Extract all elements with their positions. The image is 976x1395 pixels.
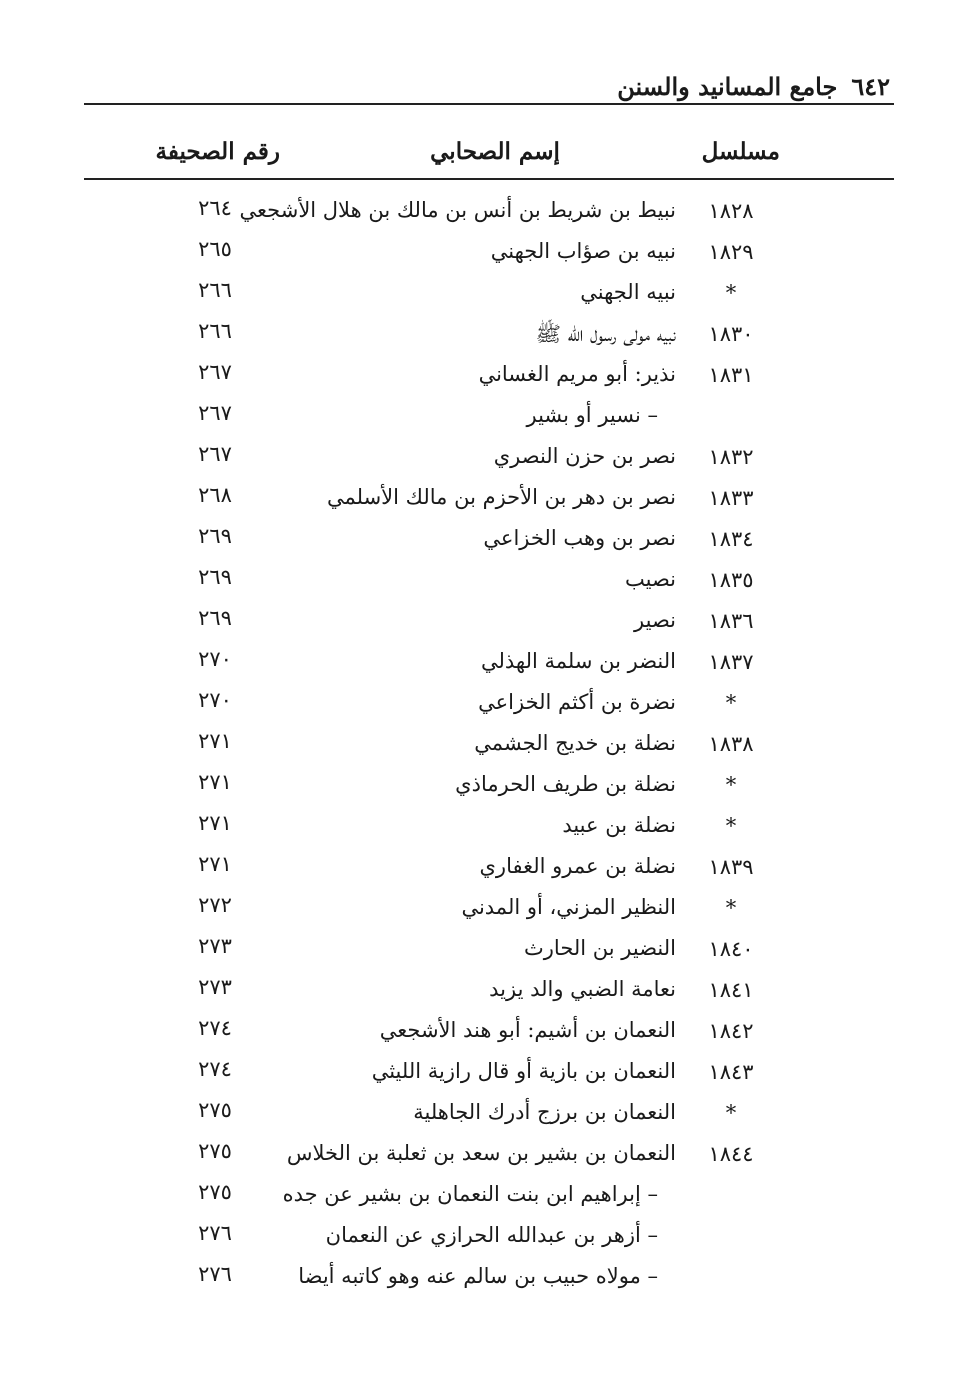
table-row [0,644,976,685]
page-ref: ٢٦٨ [198,483,232,507]
table-row [0,234,976,275]
page-ref: ٢٦٥ [198,237,232,261]
serial-cell: * [725,1101,737,1125]
companion-name: نصر بن دهر بن الأحزم بن مالك الأسلمي [326,485,676,509]
table-row [0,275,976,316]
table-row [0,931,976,972]
serial-cell: ١٨٤٢ [708,1019,754,1043]
companion-name: النعمان بن بازية أو قال رازية الليثي [371,1059,676,1083]
page-ref: ٢٧١ [198,729,232,753]
companion-name: نضلة بن طريف الحرماذي [455,772,676,796]
page-ref: ٢٧٦ [198,1221,232,1245]
page-ref: ٢٧١ [198,811,232,835]
serial-cell: * [725,896,737,920]
page-ref: ٢٦٧ [198,442,232,466]
serial-cell: ١٨٣٨ [708,732,754,756]
page-ref: ٢٧٣ [198,975,232,999]
serial-cell: ١٨٣٢ [708,445,754,469]
serial-cell: ١٨٣٦ [708,609,754,633]
table-row [0,890,976,931]
table-row [0,316,976,357]
companion-name: نبيه الجهني [580,280,676,304]
page-ref: ٢٧٤ [198,1016,232,1040]
header-rule [84,103,894,105]
companion-name: نصيب [624,567,676,591]
serial-cell: ١٨٢٨ [708,199,754,223]
companion-name: النضير بن الحارث [524,936,676,960]
serial-cell: ١٨٣٥ [708,568,754,592]
page-ref: ٢٧٦ [198,1262,232,1286]
companion-name: نصر بن حزن النصري [493,444,676,468]
table-row [0,808,976,849]
companion-name: نضلة بن عمرو الغفاري [479,854,676,878]
serial-cell: ١٨٢٩ [708,240,754,264]
serial-cell: * [725,281,737,305]
table-row [0,480,976,521]
serial-cell: ١٨٤١ [708,978,754,1002]
serial-cell: ١٨٣٠ [708,322,754,346]
companion-name: نبيط بن شريط بن أنس بن مالك بن هلال الأشجعي [239,198,676,222]
page-ref: ٢٦٩ [198,606,232,630]
serial-cell: ١٨٤٣ [708,1060,754,1084]
table-row [0,1054,976,1095]
table-row [0,685,976,726]
companion-name: نضلة بن خديج الجشمي [474,731,676,755]
page-ref: ٢٦٧ [198,401,232,425]
column-header-rule [84,178,894,180]
table-row [0,726,976,767]
companion-name: – نسير أو بشير [526,403,658,427]
serial-cell: ١٨٣٤ [708,527,754,551]
companion-name: النعمان بن برزج أدرك الجاهلية [413,1100,676,1124]
companion-name: النضر بن سلمة الهذلي [480,649,676,673]
serial-cell: ١٨٤٠ [708,937,754,961]
companion-name: نبيه بن صؤاب الجهني [490,239,676,263]
column-header-name: إسم الصحابي [430,138,560,165]
page-ref: ٢٧٠ [198,647,232,671]
table-row [0,1177,976,1218]
page-number: ٦٤٢ [851,72,890,101]
companion-name: نضرة بن أكثم الخزاعي [478,690,676,714]
companion-name: – أزهر بن عبدالله الحرازي عن النعمان [325,1223,658,1247]
page-ref: ٢٧٥ [198,1098,232,1122]
table-row [0,398,976,439]
serial-cell: ١٨٣٧ [708,650,754,674]
index-table [0,193,976,1300]
table-row [0,603,976,644]
page-ref: ٢٦٦ [198,278,232,302]
serial-cell: ١٨٣٣ [708,486,754,510]
page-ref: ٢٧١ [198,770,232,794]
companion-name: – مولاه حبيب بن سالم عنه وهو كاتبه أيضا [298,1264,658,1288]
companion-name: نعامة الضبي والد يزيد [489,977,676,1001]
page-ref: ٢٧٠ [198,688,232,712]
table-row [0,1218,976,1259]
page-ref: ٢٦٩ [198,524,232,548]
companion-name: النعمان بن أشيم: أبو هند الأشجعي [379,1018,676,1042]
serial-cell: * [725,814,737,838]
table-row [0,1013,976,1054]
page-ref: ٢٧٢ [198,893,232,917]
column-header-page: رقم الصحيفة [155,138,280,165]
table-row [0,562,976,603]
serial-cell: ١٨٤٤ [708,1142,754,1166]
column-header-serial: مسلسل [701,138,780,165]
page-ref: ٢٧٥ [198,1139,232,1163]
companion-name: نبيه مولى رسول الله ﷺ [535,322,676,346]
companion-name: النعمان بن بشير بن سعد بن ثعلبة بن الخلاس [286,1141,676,1165]
companion-name: النظير المزني، أو المدني [461,895,676,919]
table-row [0,1136,976,1177]
serial-cell: ١٨٣١ [708,363,754,387]
serial-cell: * [725,691,737,715]
page-ref: ٢٦٩ [198,565,232,589]
page-ref: ٢٦٧ [198,360,232,384]
page-ref: ٢٧٤ [198,1057,232,1081]
table-row [0,972,976,1013]
table-row [0,1095,976,1136]
book-title: جامع المسانيد والسنن [617,72,838,101]
table-row [0,357,976,398]
table-row [0,439,976,480]
companion-name: نضلة بن عبيد [562,813,676,837]
table-row [0,767,976,808]
companion-name: نذير: أبو مريم الغساني [478,362,676,386]
page-ref: ٢٦٦ [198,319,232,343]
serial-cell: ١٨٣٩ [708,855,754,879]
table-row [0,521,976,562]
page-ref: ٢٧٣ [198,934,232,958]
table-row [0,849,976,890]
table-row [0,193,976,234]
companion-name: نصر بن وهب الخزاعي [483,526,676,550]
table-row [0,1259,976,1300]
serial-cell: * [725,773,737,797]
page-ref: ٢٧٥ [198,1180,232,1204]
companion-name: – إبراهيم ابن بنت النعمان بن بشير عن جده [282,1182,658,1206]
running-head [600,72,890,101]
page-ref: ٢٧١ [198,852,232,876]
companion-name: نصير [634,608,676,632]
page-ref: ٢٦٤ [198,196,232,220]
